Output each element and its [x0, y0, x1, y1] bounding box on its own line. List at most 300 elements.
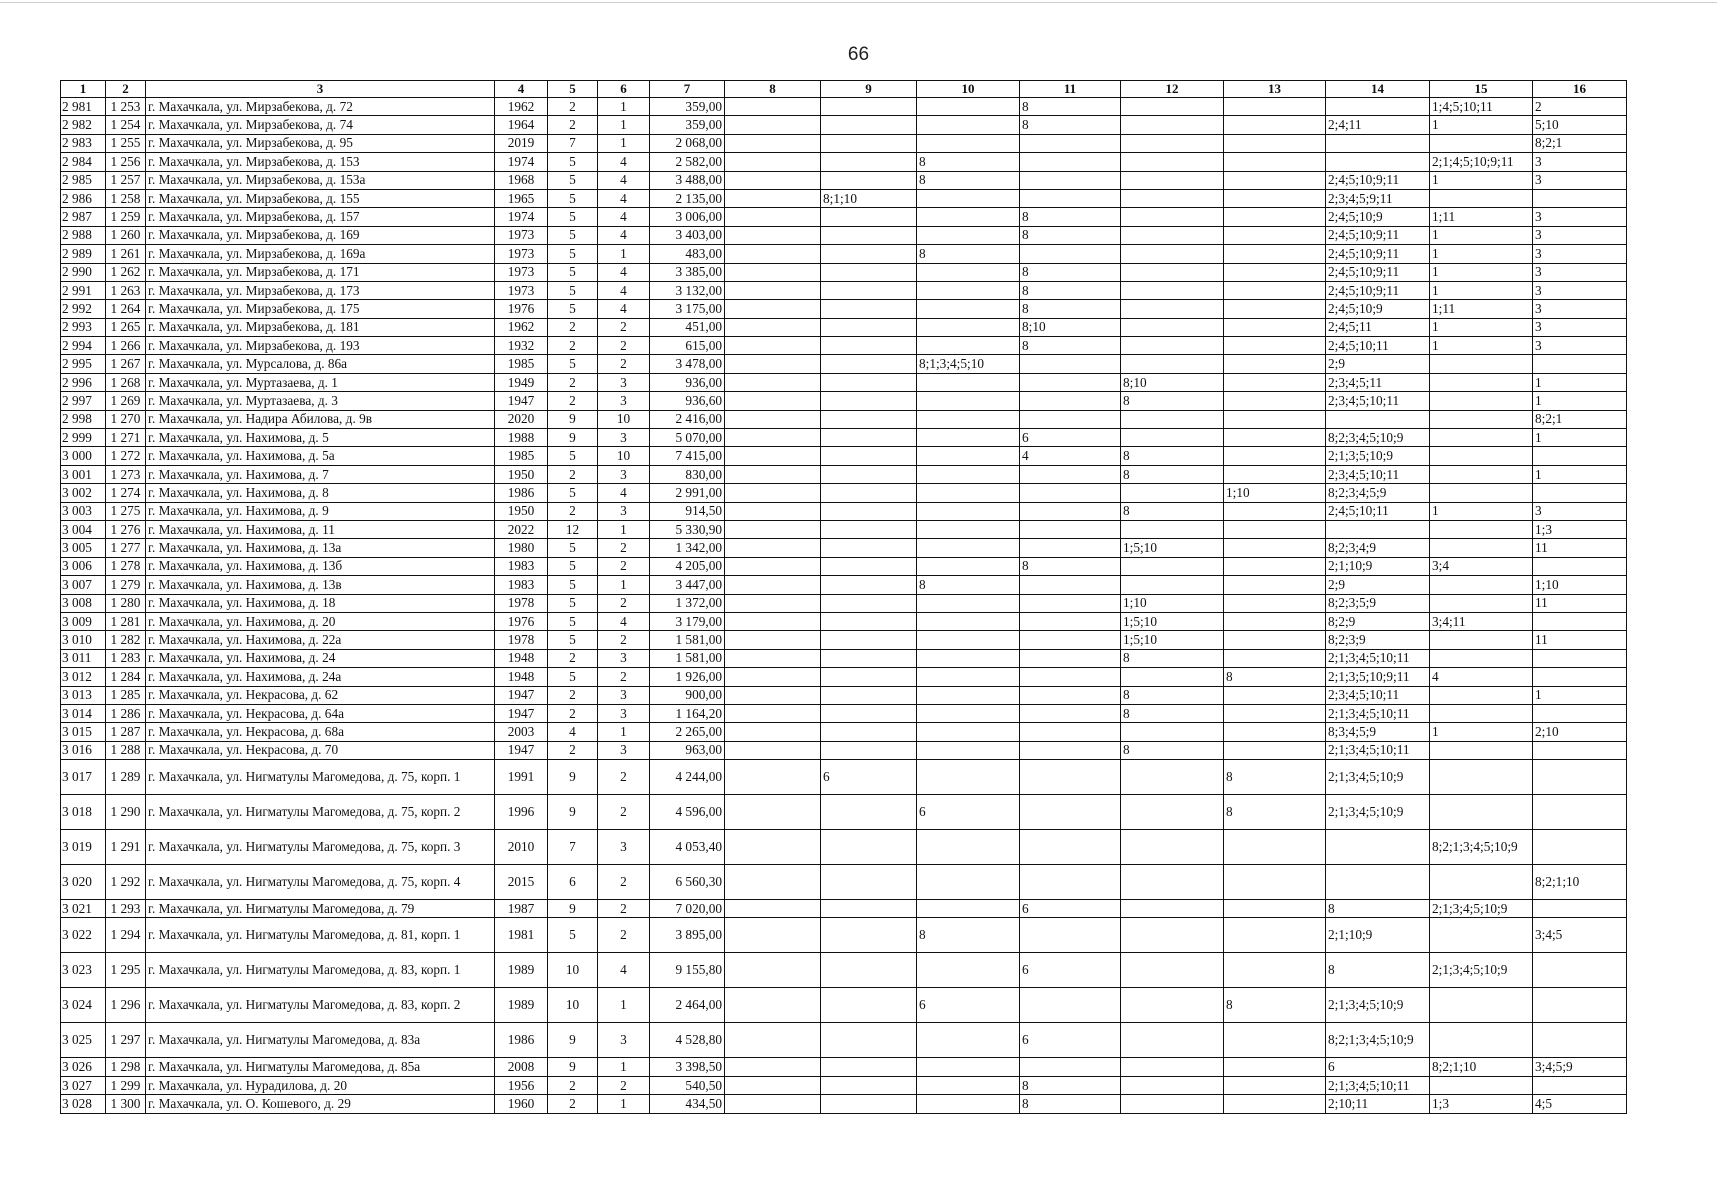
table-cell-col-11: 8	[1020, 116, 1121, 134]
table-cell-col-14: 2;4;5;10;9;11	[1326, 245, 1430, 263]
table-cell-col-13	[1224, 429, 1326, 447]
table-cell-col-8	[725, 502, 821, 520]
table-cell-col-12	[1121, 337, 1224, 355]
table-row	[61, 741, 1627, 759]
table-cell-col-16: 1;3	[1533, 520, 1627, 538]
table-cell-col-4: 1973	[495, 245, 548, 263]
table-cell-col-13	[1224, 557, 1326, 575]
table-cell-col-3: г. Махачкала, ул. О. Кошевого, д. 29	[146, 1095, 495, 1113]
column-header-7: 7	[650, 81, 725, 98]
table-cell-col-15	[1430, 539, 1533, 557]
table-cell-col-3: г. Махачкала, ул. Мирзабекова, д. 153а	[146, 171, 495, 189]
table-cell-col-4: 1988	[495, 429, 548, 447]
table-cell-col-16: 3	[1533, 502, 1627, 520]
table-cell-col-14: 2;4;5;10;9;11	[1326, 281, 1430, 299]
table-cell-col-9	[821, 1058, 917, 1076]
table-cell-col-15: 3;4	[1430, 557, 1533, 575]
table-cell-col-5: 5	[548, 631, 598, 649]
column-header-4: 4	[495, 81, 548, 98]
table-cell-col-4: 2022	[495, 520, 548, 538]
table-cell-col-5: 5	[548, 557, 598, 575]
table-cell-col-5: 5	[548, 355, 598, 373]
table-cell-col-2: 1 266	[106, 337, 146, 355]
table-cell-col-15: 1	[1430, 226, 1533, 244]
table-row	[61, 539, 1627, 557]
table-cell-col-2: 1 274	[106, 484, 146, 502]
table-cell-col-15	[1430, 704, 1533, 722]
table-cell-col-8	[725, 465, 821, 483]
table-cell-col-15: 3;4;11	[1430, 612, 1533, 630]
table-cell-col-14: 2;1;3;4;5;10;11	[1326, 741, 1430, 759]
column-header-6: 6	[598, 81, 650, 98]
table-cell-col-1: 3 020	[61, 865, 106, 900]
table-cell-col-1: 3 024	[61, 988, 106, 1023]
table-cell-col-5: 9	[548, 429, 598, 447]
table-cell-col-6: 1	[598, 988, 650, 1023]
table-cell-col-14: 2;4;5;10;9;11	[1326, 171, 1430, 189]
table-cell-col-13	[1224, 741, 1326, 759]
table-cell-col-3: г. Махачкала, ул. Нигматулы Магомедова, д. 75, корп. 3	[146, 830, 495, 865]
table-cell-col-9	[821, 953, 917, 988]
table-row	[61, 576, 1627, 594]
table-cell-col-5: 2	[548, 1095, 598, 1113]
table-cell-col-5: 2	[548, 502, 598, 520]
table-row	[61, 988, 1627, 1023]
table-cell-col-13	[1224, 594, 1326, 612]
table-cell-col-1: 3 013	[61, 686, 106, 704]
table-cell-col-10	[917, 704, 1020, 722]
table-cell-col-12	[1121, 1095, 1224, 1113]
table-cell-col-6: 3	[598, 830, 650, 865]
table-cell-col-5: 2	[548, 465, 598, 483]
page-top-rule	[0, 2, 1717, 3]
table-cell-col-7: 914,50	[650, 502, 725, 520]
table-cell-col-8	[725, 134, 821, 152]
table-cell-col-8	[725, 226, 821, 244]
table-cell-col-16: 1	[1533, 429, 1627, 447]
table-cell-col-2: 1 269	[106, 392, 146, 410]
table-cell-col-13	[1224, 189, 1326, 207]
table-cell-col-8	[725, 686, 821, 704]
table-cell-col-7: 3 175,00	[650, 300, 725, 318]
table-cell-col-11	[1020, 410, 1121, 428]
table-cell-col-14: 8	[1326, 953, 1430, 988]
table-cell-col-12	[1121, 281, 1224, 299]
table-cell-col-4: 1948	[495, 668, 548, 686]
table-cell-col-1: 2 987	[61, 208, 106, 226]
table-cell-col-15: 1	[1430, 723, 1533, 741]
table-cell-col-3: г. Махачкала, ул. Нахимова, д. 13в	[146, 576, 495, 594]
table-cell-col-16	[1533, 988, 1627, 1023]
table-cell-col-14: 2;4;5;10;11	[1326, 337, 1430, 355]
table-cell-col-5: 5	[548, 189, 598, 207]
table-cell-col-11	[1020, 631, 1121, 649]
table-cell-col-6: 3	[598, 429, 650, 447]
table-cell-col-1: 2 982	[61, 116, 106, 134]
table-cell-col-6: 3	[598, 1023, 650, 1058]
table-cell-col-10	[917, 900, 1020, 918]
table-cell-col-5: 2	[548, 337, 598, 355]
table-cell-col-8	[725, 668, 821, 686]
table-cell-col-9	[821, 1023, 917, 1058]
table-cell-col-11	[1020, 171, 1121, 189]
table-cell-col-12	[1121, 300, 1224, 318]
table-cell-col-10	[917, 337, 1020, 355]
table-cell-col-3: г. Махачкала, ул. Нахимова, д. 9	[146, 502, 495, 520]
table-cell-col-11	[1020, 153, 1121, 171]
table-cell-col-12: 1;5;10	[1121, 539, 1224, 557]
table-cell-col-2: 1 288	[106, 741, 146, 759]
table-cell-col-9	[821, 410, 917, 428]
table-cell-col-6: 4	[598, 189, 650, 207]
table-row	[61, 686, 1627, 704]
table-cell-col-11	[1020, 245, 1121, 263]
table-cell-col-6: 4	[598, 153, 650, 171]
table-cell-col-5: 2	[548, 373, 598, 391]
table-cell-col-11	[1020, 373, 1121, 391]
table-cell-col-11	[1020, 576, 1121, 594]
table-cell-col-2: 1 273	[106, 465, 146, 483]
table-cell-col-6: 4	[598, 300, 650, 318]
table-cell-col-9: 8;1;10	[821, 189, 917, 207]
table-row	[61, 1023, 1627, 1058]
table-cell-col-6: 2	[598, 631, 650, 649]
table-cell-col-6: 2	[598, 557, 650, 575]
table-cell-col-8	[725, 484, 821, 502]
table-cell-col-11	[1020, 1058, 1121, 1076]
table-cell-col-2: 1 295	[106, 953, 146, 988]
table-cell-col-16: 3;4;5	[1533, 918, 1627, 953]
table-cell-col-4: 1981	[495, 918, 548, 953]
table-cell-col-16: 11	[1533, 631, 1627, 649]
table-row	[61, 245, 1627, 263]
table-cell-col-13	[1224, 1058, 1326, 1076]
table-cell-col-13	[1224, 612, 1326, 630]
table-cell-col-1: 3 005	[61, 539, 106, 557]
table-cell-col-16	[1533, 447, 1627, 465]
table-cell-col-10	[917, 429, 1020, 447]
table-cell-col-8	[725, 171, 821, 189]
table-cell-col-11	[1020, 594, 1121, 612]
table-cell-col-6: 2	[598, 539, 650, 557]
table-cell-col-13	[1224, 865, 1326, 900]
table-cell-col-16	[1533, 1076, 1627, 1094]
table-cell-col-14	[1326, 153, 1430, 171]
table-cell-col-6: 10	[598, 447, 650, 465]
table-cell-col-9	[821, 900, 917, 918]
table-cell-col-5: 5	[548, 447, 598, 465]
table-cell-col-3: г. Махачкала, ул. Нахимова, д. 11	[146, 520, 495, 538]
table-cell-col-13	[1224, 226, 1326, 244]
table-cell-col-12	[1121, 116, 1224, 134]
table-row	[61, 1058, 1627, 1076]
table-row	[61, 760, 1627, 795]
table-cell-col-16: 2	[1533, 98, 1627, 116]
table-row	[61, 116, 1627, 134]
table-cell-col-11	[1020, 484, 1121, 502]
table-cell-col-14: 2;4;11	[1326, 116, 1430, 134]
table-cell-col-16: 5;10	[1533, 116, 1627, 134]
table-cell-col-14: 2;3;4;5;10;11	[1326, 465, 1430, 483]
table-cell-col-15: 1	[1430, 502, 1533, 520]
table-cell-col-13	[1224, 208, 1326, 226]
table-cell-col-13	[1224, 704, 1326, 722]
table-cell-col-9	[821, 355, 917, 373]
table-cell-col-14: 2;1;3;4;5;10;9	[1326, 760, 1430, 795]
table-cell-col-14: 2;3;4;5;9;11	[1326, 189, 1430, 207]
table-row	[61, 410, 1627, 428]
table-cell-col-10: 8	[917, 576, 1020, 594]
table-cell-col-1: 3 011	[61, 649, 106, 667]
table-cell-col-2: 1 254	[106, 116, 146, 134]
table-cell-col-13	[1224, 116, 1326, 134]
table-cell-col-4: 1932	[495, 337, 548, 355]
table-row	[61, 631, 1627, 649]
table-cell-col-1: 2 990	[61, 263, 106, 281]
table-cell-col-6: 1	[598, 576, 650, 594]
table-cell-col-10	[917, 539, 1020, 557]
table-cell-col-2: 1 284	[106, 668, 146, 686]
table-cell-col-16: 3	[1533, 245, 1627, 263]
table-cell-col-10	[917, 612, 1020, 630]
table-cell-col-9	[821, 988, 917, 1023]
table-cell-col-8	[725, 918, 821, 953]
table-cell-col-1: 2 994	[61, 337, 106, 355]
table-cell-col-16	[1533, 760, 1627, 795]
table-cell-col-7: 1 372,00	[650, 594, 725, 612]
table-cell-col-7: 3 179,00	[650, 612, 725, 630]
table-cell-col-1: 3 001	[61, 465, 106, 483]
table-row	[61, 900, 1627, 918]
table-cell-col-3: г. Махачкала, ул. Надира Абилова, д. 9в	[146, 410, 495, 428]
table-cell-col-9	[821, 373, 917, 391]
table-cell-col-11: 8	[1020, 1095, 1121, 1113]
table-row	[61, 865, 1627, 900]
table-cell-col-12	[1121, 429, 1224, 447]
table-cell-col-7: 3 447,00	[650, 576, 725, 594]
table-cell-col-6: 2	[598, 918, 650, 953]
table-cell-col-3: г. Махачкала, ул. Мирзабекова, д. 74	[146, 116, 495, 134]
table-cell-col-13	[1224, 502, 1326, 520]
table-cell-col-11	[1020, 668, 1121, 686]
table-cell-col-3: г. Махачкала, ул. Муртазаева, д. 3	[146, 392, 495, 410]
table-cell-col-12	[1121, 953, 1224, 988]
table-cell-col-2: 1 289	[106, 760, 146, 795]
table-cell-col-13	[1224, 539, 1326, 557]
table-cell-col-7: 3 398,50	[650, 1058, 725, 1076]
table-cell-col-9	[821, 392, 917, 410]
table-cell-col-1: 2 983	[61, 134, 106, 152]
table-cell-col-12	[1121, 171, 1224, 189]
table-cell-col-14: 2;1;3;5;10;9;11	[1326, 668, 1430, 686]
table-row	[61, 300, 1627, 318]
table-cell-col-1: 3 010	[61, 631, 106, 649]
column-header-13: 13	[1224, 81, 1326, 98]
table-cell-col-5: 5	[548, 612, 598, 630]
table-cell-col-4: 1956	[495, 1076, 548, 1094]
table-cell-col-10	[917, 594, 1020, 612]
table-cell-col-14: 2;1;3;4;5;10;11	[1326, 704, 1430, 722]
table-cell-col-15	[1430, 1076, 1533, 1094]
table-cell-col-12	[1121, 918, 1224, 953]
table-cell-col-8	[725, 208, 821, 226]
table-cell-col-16	[1533, 900, 1627, 918]
table-cell-col-5: 2	[548, 741, 598, 759]
table-cell-col-10	[917, 226, 1020, 244]
table-cell-col-3: г. Махачкала, ул. Нигматулы Магомедова, д. 83а	[146, 1023, 495, 1058]
table-cell-col-12: 1;10	[1121, 594, 1224, 612]
table-cell-col-16	[1533, 649, 1627, 667]
table-cell-col-15: 2;1;3;4;5;10;9	[1430, 953, 1533, 988]
table-cell-col-6: 3	[598, 502, 650, 520]
table-cell-col-11	[1020, 830, 1121, 865]
table-cell-col-4: 1973	[495, 226, 548, 244]
table-cell-col-9	[821, 918, 917, 953]
table-cell-col-15	[1430, 918, 1533, 953]
table-cell-col-13	[1224, 355, 1326, 373]
table-cell-col-9	[821, 795, 917, 830]
table-cell-col-11: 6	[1020, 953, 1121, 988]
table-cell-col-11	[1020, 741, 1121, 759]
table-cell-col-7: 4 596,00	[650, 795, 725, 830]
table-cell-col-10: 8	[917, 918, 1020, 953]
table-cell-col-11: 8	[1020, 281, 1121, 299]
table-cell-col-16	[1533, 953, 1627, 988]
table-cell-col-8	[725, 576, 821, 594]
table-cell-col-12	[1121, 484, 1224, 502]
table-row	[61, 429, 1627, 447]
table-cell-col-12	[1121, 795, 1224, 830]
table-cell-col-12	[1121, 900, 1224, 918]
table-cell-col-7: 3 478,00	[650, 355, 725, 373]
table-cell-col-7: 451,00	[650, 318, 725, 336]
table-cell-col-10	[917, 1058, 1020, 1076]
table-cell-col-12: 8	[1121, 686, 1224, 704]
table-cell-col-14: 8;2;9	[1326, 612, 1430, 630]
table-cell-col-6: 3	[598, 704, 650, 722]
table-cell-col-8	[725, 373, 821, 391]
table-cell-col-10	[917, 502, 1020, 520]
table-cell-col-3: г. Махачкала, ул. Мирзабекова, д. 169	[146, 226, 495, 244]
table-cell-col-4: 1986	[495, 1023, 548, 1058]
table-cell-col-4: 1996	[495, 795, 548, 830]
table-cell-col-5: 7	[548, 830, 598, 865]
table-cell-col-13	[1224, 631, 1326, 649]
table-cell-col-4: 1989	[495, 953, 548, 988]
table-cell-col-1: 2 988	[61, 226, 106, 244]
table-cell-col-13	[1224, 337, 1326, 355]
table-cell-col-16: 1	[1533, 686, 1627, 704]
table-cell-col-11: 8	[1020, 208, 1121, 226]
table-cell-col-12: 8	[1121, 741, 1224, 759]
table-cell-col-5: 2	[548, 116, 598, 134]
table-cell-col-4: 2015	[495, 865, 548, 900]
table-cell-col-11: 8	[1020, 226, 1121, 244]
table-cell-col-15: 1	[1430, 263, 1533, 281]
table-cell-col-2: 1 267	[106, 355, 146, 373]
table-cell-col-14: 2;1;10;9	[1326, 918, 1430, 953]
table-cell-col-8	[725, 953, 821, 988]
table-cell-col-15	[1430, 520, 1533, 538]
table-row	[61, 704, 1627, 722]
column-header-10: 10	[917, 81, 1020, 98]
table-cell-col-3: г. Махачкала, ул. Некрасова, д. 70	[146, 741, 495, 759]
table-cell-col-2: 1 291	[106, 830, 146, 865]
table-cell-col-10	[917, 447, 1020, 465]
table-cell-col-9	[821, 300, 917, 318]
table-cell-col-7: 7 415,00	[650, 447, 725, 465]
table-cell-col-13: 1;10	[1224, 484, 1326, 502]
table-cell-col-2: 1 272	[106, 447, 146, 465]
table-cell-col-14: 2;4;5;10;9;11	[1326, 263, 1430, 281]
table-cell-col-4: 1991	[495, 760, 548, 795]
table-cell-col-13	[1224, 576, 1326, 594]
table-cell-col-5: 5	[548, 208, 598, 226]
table-row	[61, 226, 1627, 244]
table-cell-col-10	[917, 668, 1020, 686]
table-cell-col-4: 1985	[495, 355, 548, 373]
table-cell-col-10	[917, 953, 1020, 988]
table-cell-col-8	[725, 594, 821, 612]
table-cell-col-15: 1;11	[1430, 208, 1533, 226]
table-cell-col-14: 8;2;3;4;5;9	[1326, 484, 1430, 502]
table-cell-col-10	[917, 484, 1020, 502]
table-cell-col-15	[1430, 189, 1533, 207]
table-cell-col-15	[1430, 988, 1533, 1023]
table-cell-col-16	[1533, 741, 1627, 759]
table-cell-col-13	[1224, 171, 1326, 189]
table-row	[61, 318, 1627, 336]
table-cell-col-12	[1121, 557, 1224, 575]
table-cell-col-7: 900,00	[650, 686, 725, 704]
table-cell-col-15	[1430, 686, 1533, 704]
table-cell-col-11: 8	[1020, 300, 1121, 318]
table-cell-col-16: 3	[1533, 300, 1627, 318]
table-cell-col-6: 4	[598, 171, 650, 189]
table-cell-col-14: 2;1;3;4;5;10;11	[1326, 1076, 1430, 1094]
table-cell-col-8	[725, 1058, 821, 1076]
table-cell-col-16: 8;2;1;10	[1533, 865, 1627, 900]
table-cell-col-6: 10	[598, 410, 650, 428]
table-cell-col-3: г. Махачкала, ул. Нигматулы Магомедова, д. 85а	[146, 1058, 495, 1076]
table-cell-col-14: 2;4;5;11	[1326, 318, 1430, 336]
table-cell-col-16	[1533, 1023, 1627, 1058]
table-row	[61, 281, 1627, 299]
table-cell-col-10	[917, 520, 1020, 538]
table-cell-col-9	[821, 686, 917, 704]
table-cell-col-14: 2;1;3;4;5;10;9	[1326, 988, 1430, 1023]
table-cell-col-13	[1224, 1076, 1326, 1094]
table-row	[61, 337, 1627, 355]
table-cell-col-8	[725, 520, 821, 538]
table-cell-col-15	[1430, 429, 1533, 447]
table-cell-col-8	[725, 337, 821, 355]
table-cell-col-1: 3 003	[61, 502, 106, 520]
table-cell-col-6: 4	[598, 208, 650, 226]
table-cell-col-15: 1;3	[1430, 1095, 1533, 1113]
table-cell-col-9	[821, 502, 917, 520]
table-cell-col-7: 3 488,00	[650, 171, 725, 189]
table-cell-col-15: 1;4;5;10;11	[1430, 98, 1533, 116]
table-cell-col-12	[1121, 98, 1224, 116]
table-cell-col-4: 1986	[495, 484, 548, 502]
table-cell-col-16	[1533, 704, 1627, 722]
table-cell-col-10: 6	[917, 795, 1020, 830]
table-cell-col-13	[1224, 686, 1326, 704]
table-cell-col-2: 1 282	[106, 631, 146, 649]
table-cell-col-10	[917, 392, 1020, 410]
table-cell-col-8	[725, 795, 821, 830]
